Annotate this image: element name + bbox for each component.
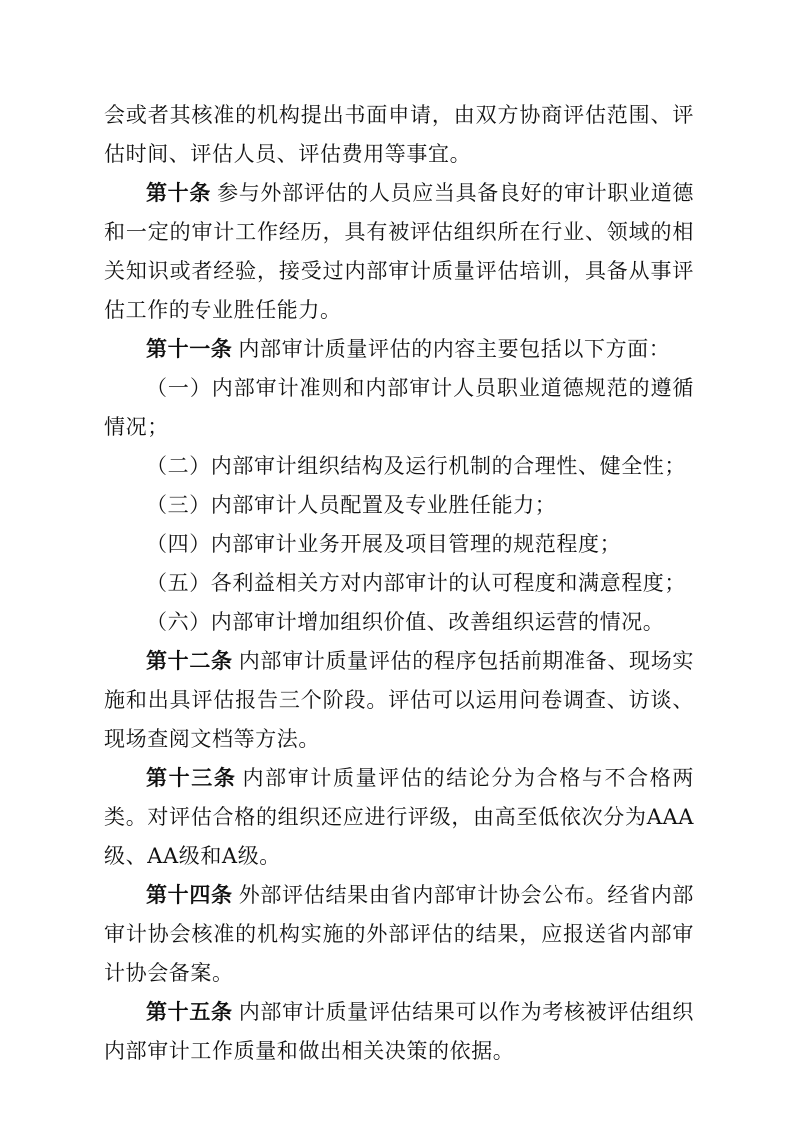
- article-text: 内部审计质量评估结果可以作为考核被评估组织内部审计工作质量和做出相关决策的依据。: [104, 1000, 694, 1063]
- list-item-text: （二）内部审计组织结构及运行机制的合理性、健全性；: [146, 454, 686, 478]
- article-11: [104, 330, 694, 369]
- article-14: [104, 876, 694, 993]
- list-item-5: [104, 564, 694, 603]
- article-heading: 第十三条: [146, 766, 237, 790]
- article-13: [104, 759, 694, 876]
- list-item-1: [104, 369, 694, 447]
- list-item-text: （一）内部审计准则和内部审计人员职业道德规范的遵循情况；: [104, 376, 694, 439]
- article-15: [104, 993, 694, 1071]
- article-text: 内部审计质量评估的结论分为合格与不合格两类。对评估合格的组织还应进行评级，由高至低依次分为AAA级、AA级和A级。: [104, 766, 695, 868]
- list-item-2: [104, 447, 694, 486]
- article-text: 外部评估结果由省内部审计协会公布。经省内部审计协会核准的机构实施的外部评估的结果，应报送省内部审计协会备案。: [104, 883, 694, 985]
- article-10: [104, 174, 694, 330]
- article-heading: 第十五条: [146, 1000, 233, 1024]
- article-heading: 第十四条: [146, 883, 233, 907]
- article-12: [104, 642, 694, 759]
- article-text: 内部审计质量评估的内容主要包括以下方面：: [238, 337, 671, 361]
- list-item-text: （六）内部审计增加组织价值、改善组织运营的情况。: [146, 610, 665, 634]
- list-item-text: （五）各利益相关方对内部审计的认可程度和满意程度；: [146, 571, 686, 595]
- list-item-text: （三）内部审计人员配置及专业胜任能力；: [146, 493, 557, 517]
- list-item-3: [104, 486, 694, 525]
- paragraph-continuation: [104, 96, 694, 174]
- list-item-text: （四）内部审计业务开展及项目管理的规范程度；: [146, 532, 622, 556]
- article-text: 内部审计质量评估的程序包括前期准备、现场实施和出具评估报告三个阶段。评估可以运用问卷调查、访谈、现场查阅文档等方法。: [104, 649, 694, 751]
- list-item-4: [104, 525, 694, 564]
- document-body: [104, 96, 694, 1071]
- article-heading: 第十条: [146, 181, 212, 205]
- paragraph-text: 会或者其核准的机构提出书面申请，由双方协商评估范围、评估时间、评估人员、评估费用等事宜。: [104, 103, 694, 166]
- list-item-6: [104, 603, 694, 642]
- article-heading: 第十二条: [146, 649, 233, 673]
- article-text: 参与外部评估的人员应当具备良好的审计职业道德和一定的审计工作经历，具有被评估组织所在行业、领域的相关知识或者经验，接受过内部审计质量评估培训，具备从事评估工作的专业胜任能力。: [104, 181, 694, 322]
- article-heading: 第十一条: [146, 337, 233, 361]
